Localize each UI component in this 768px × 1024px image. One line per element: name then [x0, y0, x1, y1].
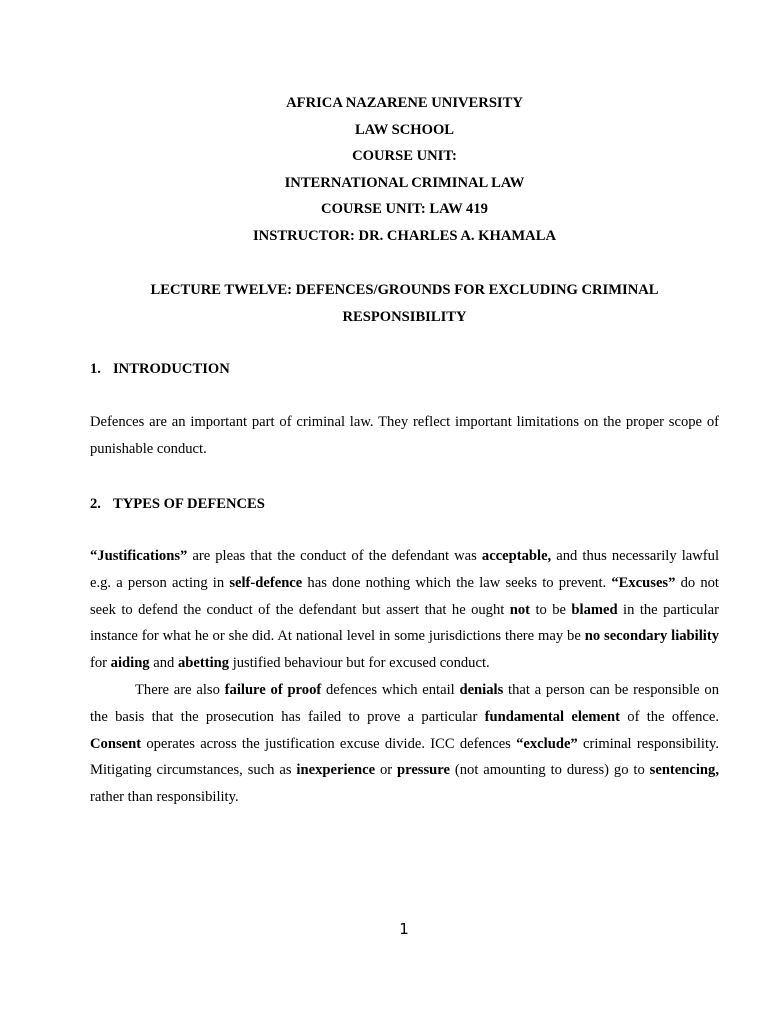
text-run: rather than responsibility. — [90, 789, 239, 806]
text-run: to be — [530, 601, 572, 618]
text-run: There are also — [135, 682, 225, 698]
text-run: do not seek to defend the conduct of the defendant but assert that he ought — [90, 574, 719, 618]
bold-text-run: aiding — [110, 655, 150, 672]
text-run: that a person can be responsible on the basis that the prosecution has failed to prove a particular — [90, 682, 720, 725]
text-run: operates across the justification excuse divide. ICC defences — [141, 735, 517, 752]
text-run: justified behaviour but for excused conduct. — [229, 655, 490, 672]
bold-text-run: Consent — [90, 735, 142, 752]
bold-text-run: denials — [459, 682, 504, 698]
bold-text-run: acceptable, — [481, 548, 552, 564]
bold-text-run: abetting — [177, 655, 230, 672]
bold-text-run: no secondary liability — [584, 628, 719, 645]
course-name: INTERNATIONAL CRIMINAL LAW — [284, 174, 525, 191]
instructor-name: INSTRUCTOR: DR. CHARLES A. KHAMALA — [253, 227, 556, 244]
text-run: criminal responsibility. Mitigating circumstances, such as — [90, 735, 719, 779]
section-number: 2. — [90, 496, 101, 512]
document-header — [90, 90, 719, 249]
types-paragraph-1 — [90, 543, 719, 677]
text-run: in the particular instance for what he or she did. At national level in some jurisdictions there may be — [90, 601, 719, 645]
page-number: 1 — [399, 920, 409, 938]
course-code: COURSE UNIT: LAW 419 — [321, 201, 488, 217]
text-run: and thus necessarily lawful e.g. a person acting in — [90, 548, 719, 591]
bold-text-run: “exclude” — [516, 735, 578, 752]
school-name: LAW SCHOOL — [354, 121, 455, 138]
text-run: of the offence. — [620, 708, 719, 725]
bold-text-run: self-defence — [229, 574, 303, 591]
section-title: INTRODUCTION — [113, 361, 230, 377]
bold-text-run: “Excuses” — [611, 574, 676, 591]
lecture-title-line-2: RESPONSIBILITY — [342, 309, 467, 325]
bold-text-run: pressure — [397, 762, 450, 779]
lecture-title-line-1: LECTURE TWELVE: DEFENCES/GROUNDS FOR EXCLUDING CRIMINAL — [150, 282, 659, 298]
section-heading-types-of-defences — [90, 494, 265, 514]
university-name: AFRICA NAZARENE UNIVERSITY — [286, 95, 523, 111]
text-run: and — [149, 655, 178, 672]
course-unit-label: COURSE UNIT: — [352, 148, 457, 164]
lecture-title — [90, 277, 719, 331]
text-run: defences which entail — [321, 682, 460, 698]
bold-text-run: failure of proof — [224, 682, 322, 698]
text-run: has done nothing which the law seeks to prevent. — [302, 574, 612, 591]
text-run: are pleas that the conduct of the defendant was — [187, 548, 482, 564]
bold-text-run: sentencing, — [649, 762, 719, 779]
section-title: TYPES OF DEFENCES — [113, 496, 265, 512]
text-run: for — [90, 655, 111, 672]
bold-text-run: “Justifications” — [90, 548, 188, 564]
bold-text-run: fundamental element — [484, 708, 621, 725]
bold-text-run: inexperience — [296, 762, 376, 779]
types-paragraph-2 — [90, 677, 719, 811]
section-number: 1. — [90, 361, 101, 377]
section-heading-introduction — [90, 359, 230, 379]
introduction-paragraph: Defences are an important part of criminal law. They reflect important limitations on the proper scope of punishable conduct. — [90, 414, 719, 457]
text-run: (not amounting to duress) go to — [449, 762, 650, 779]
bold-text-run: not — [509, 601, 531, 618]
bold-text-run: blamed — [571, 601, 618, 618]
text-run: or — [375, 762, 397, 779]
